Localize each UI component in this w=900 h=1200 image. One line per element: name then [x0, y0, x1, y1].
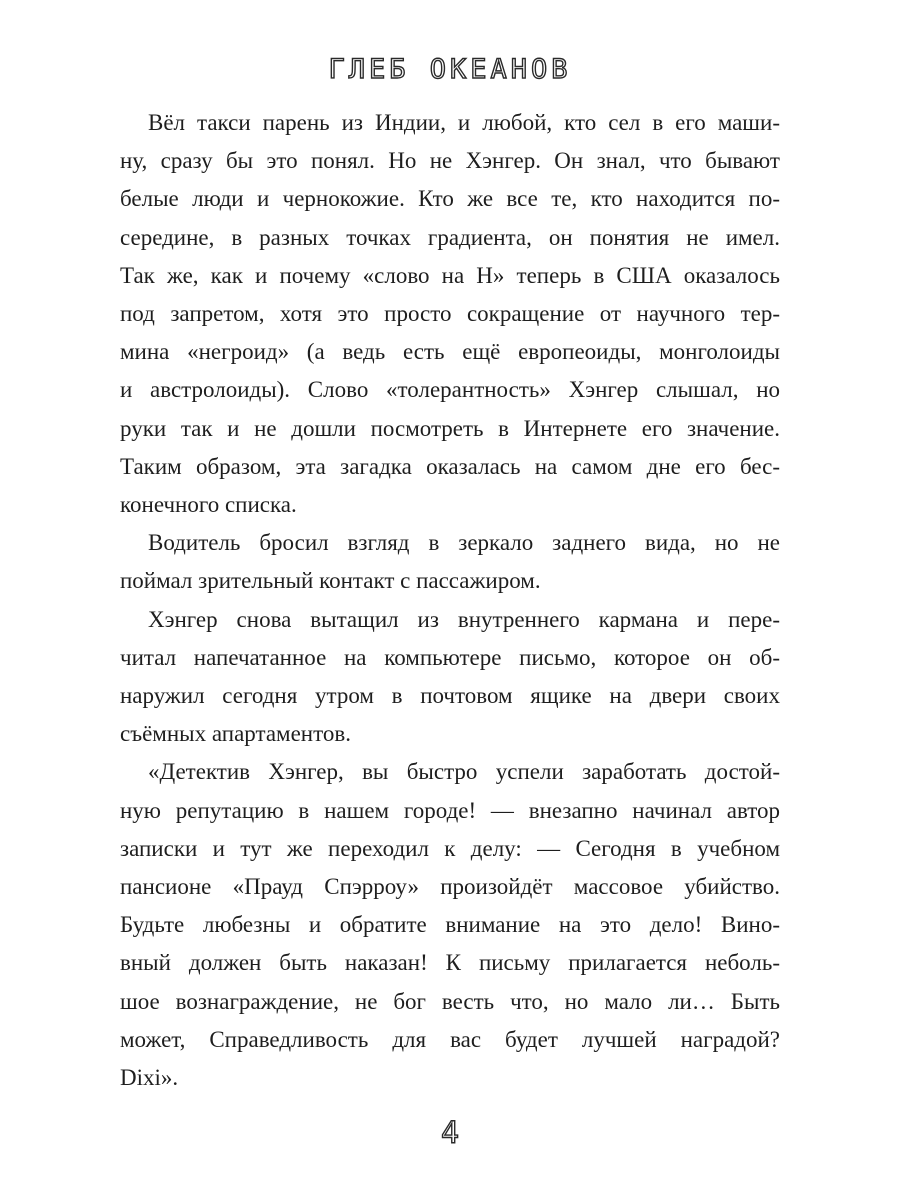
text-line: Таким образом, эта загадка оказалась на самом дне его бес-: [120, 453, 780, 479]
running-head-author: ГЛЕБ ОКЕАНОВ: [328, 54, 572, 85]
text-line: записки и тут же переходил к делу: — Сегодня в учебном: [120, 835, 780, 861]
text-line: под запретом, хотя это просто сокращение от научного тер-: [120, 301, 780, 327]
text-line: Будьте любезны и обратите внимание на это дело! Вино-: [120, 912, 780, 938]
paragraph: [120, 104, 780, 524]
text-line: читал напечатанное на компьютере письмо, которое он об-: [120, 644, 780, 670]
page-body: [120, 104, 780, 1097]
text-line: Вёл такси парень из Индии, и любой, кто сел в его маши-: [148, 110, 780, 135]
text-line: пансионе «Прауд Спэрроу» произойдёт массовое убийство.: [120, 874, 780, 900]
text-line: Dixi».: [120, 1065, 179, 1091]
text-line: «Детектив Хэнгер, вы быстро успели заработать достой-: [148, 759, 780, 785]
text-line: ну, сразу бы это понял. Но не Хэнгер. Он знал, что бывают: [120, 148, 780, 174]
text-line: поймал зрительный контакт с пассажиром.: [120, 568, 541, 594]
text-line: может, Справедливость для вас будет лучшей наградой?: [120, 1026, 780, 1052]
text-line: и австролоиды). Слово «толерантность» Хэнгер слышал, но: [120, 377, 780, 403]
text-line: мина «негроид» (а ведь есть ещё европеоиды, монголоиды: [120, 339, 780, 365]
paragraph: [120, 524, 780, 600]
text-line: Водитель бросил взгляд в зеркало заднего вида, но не: [148, 530, 780, 556]
paragraph: [120, 601, 780, 754]
text-line: шое вознаграждение, не бог весть что, но мало ли… Быть: [120, 988, 780, 1014]
text-line: вный должен быть наказан! К письму прилагается неболь-: [120, 950, 780, 976]
text-line: Хэнгер снова вытащил из внутреннего кармана и пере-: [148, 606, 780, 632]
text-line: белые люди и чернокожие. Кто же все те, кто находится по-: [120, 186, 780, 212]
text-line: руки так и не дошли посмотреть в Интернете его значение.: [120, 415, 780, 441]
text-line: съёмных апартаментов.: [120, 721, 351, 747]
text-line: наружил сегодня утром в почтовом ящике на двери своих: [120, 683, 780, 709]
text-line: середине, в разных точках градиента, он понятия не имел.: [120, 224, 780, 250]
paragraph: [120, 753, 780, 1097]
page-number: 4: [440, 1116, 460, 1151]
text-line: Так же, как и почему «слово на Н» теперь в США оказалось: [120, 262, 780, 288]
text-line: конечного списка.: [120, 492, 297, 518]
text-line: ную репутацию в нашем городе! — внезапно начинал автор: [120, 797, 780, 823]
